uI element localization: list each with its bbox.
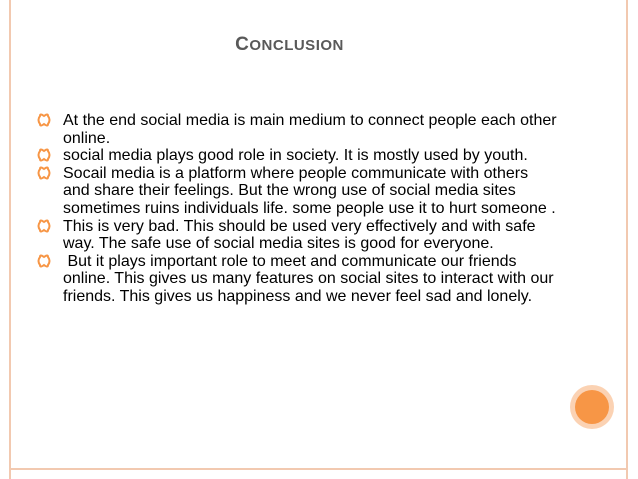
bullet-text: This is very bad. This should be used very effectively and with safe way. The safe use of social media sites is good for everyone. [63, 217, 536, 253]
bullet-text: At the end social media is main medium to connect people each other online. [63, 112, 557, 147]
frame-left-border [9, 0, 11, 479]
bullet-text: But it plays important role to meet and communicate our friends online. This gives us many features on social sites to interact with our friends. This gives us happiness and we never feel sad and lonely. [63, 252, 559, 305]
bullet-item [37, 147, 557, 165]
bullet-text: Socail media is a platform where people communicate with others and share their feelings. But the wrong use of social media sites sometimes ruins individuals life. some people use it to hurt someone . [63, 164, 556, 217]
bullet-icon [37, 147, 51, 164]
orange-circle-icon [575, 390, 609, 424]
frame-right-border [626, 0, 628, 479]
bullet-item [37, 253, 557, 306]
frame-bottom-border [11, 468, 626, 470]
bullet-item [37, 218, 557, 253]
bullet-icon [37, 112, 51, 129]
bullet-item [37, 112, 557, 147]
slide-title [0, 34, 579, 56]
title-rest: ONCLUSION [249, 37, 344, 54]
bullet-item [37, 165, 557, 218]
bullet-text: social media plays good role in society. It is mostly used by youth. [63, 147, 528, 165]
bullet-icon [37, 253, 51, 270]
bullet-icon [37, 165, 51, 182]
title-initial: C [235, 34, 250, 55]
bullet-list [37, 112, 557, 306]
bullet-icon [37, 218, 51, 235]
